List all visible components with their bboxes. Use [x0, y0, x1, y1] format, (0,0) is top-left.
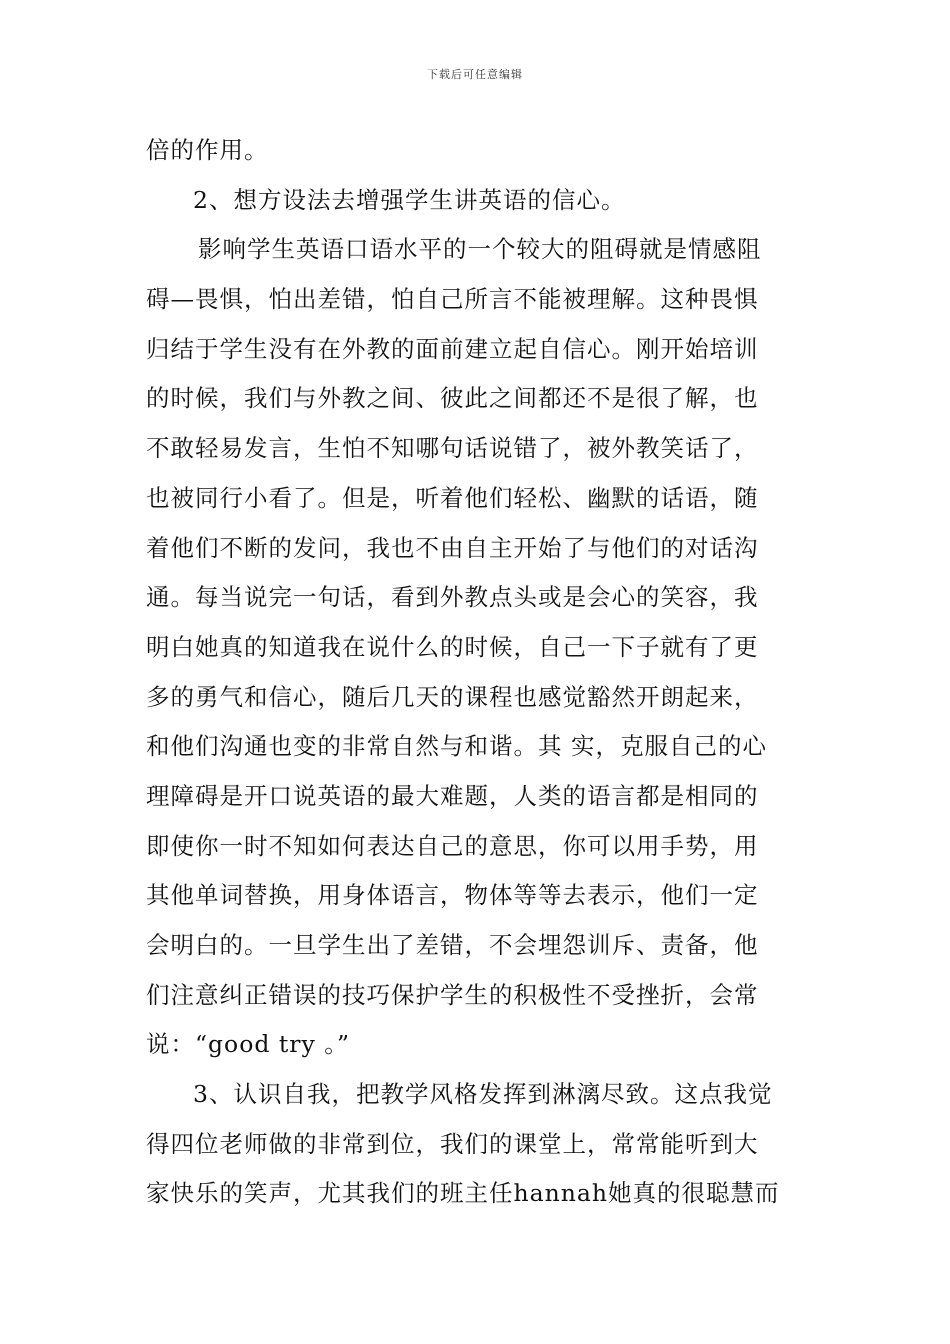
- text-line: 得四位老师做的非常到位，我们的课堂上，常常能听到大: [146, 1129, 759, 1158]
- text-line: 会明白的。一旦学生出了差错，不会埋怨训斥、责备，他: [146, 931, 759, 959]
- text-line: 不敢轻易发言，生怕不知哪句话说错了，被外教笑话了，: [146, 434, 759, 463]
- text-line: 即使你一时不知如何表达自己的意思，你可以用手势，用: [146, 831, 759, 860]
- text-line: 归结于学生没有在外教的面前建立起自信心。刚开始培训: [146, 334, 759, 363]
- section-heading: 3、认识自我，把教学风格发挥到淋漓尽致。这点我觉: [193, 1080, 773, 1109]
- paragraph-first-line: 影响学生英语口语水平的一个较大的阻碍就是情感阻: [198, 235, 762, 264]
- text-line: 通。每当说完一句话，看到外教点头或是会心的笑容，我: [146, 583, 759, 612]
- body-text: [146, 126, 810, 1219]
- text-line: 和他们沟通也变的非常自然与和谐。其 实，克服自己的心: [146, 732, 767, 761]
- text-line: 碍—畏惧，怕出差错，怕自己所言不能被理解。这种畏惧: [146, 285, 759, 314]
- page-header: 下载后可任意编辑: [427, 68, 523, 81]
- text-line: 着他们不断的发问，我也不由自主开始了与他们的对话沟: [146, 533, 759, 562]
- text-line: 说：“good try 。”: [146, 1030, 351, 1059]
- text-line: 们注意纠正错误的技巧保护学生的积极性不受挫折，会常: [146, 980, 759, 1009]
- text-line: 多的勇气和信心，随后几天的课程也感觉豁然开朗起来，: [146, 682, 759, 711]
- text-line: 理障碍是开口说英语的最大难题，人类的语言都是相同的: [146, 781, 759, 810]
- text-line: 家快乐的笑声，尤其我们的班主任hannah她真的很聪慧而: [146, 1179, 780, 1208]
- section-heading: 2、想方设法去增强学生讲英语的信心。: [193, 185, 626, 214]
- text-line: 的时候，我们与外教之间、彼此之间都还不是很了解，也: [146, 384, 759, 413]
- text-line: 明白她真的知道我在说什么的时候，自己一下子就有了更: [146, 632, 759, 661]
- text-line: 也被同行小看了。但是，听着他们轻松、幽默的话语，随: [146, 483, 759, 512]
- text-line: 倍的作用。: [146, 136, 269, 164]
- text-line: 其他单词替换，用身体语言，物体等等去表示，他们一定: [146, 881, 759, 910]
